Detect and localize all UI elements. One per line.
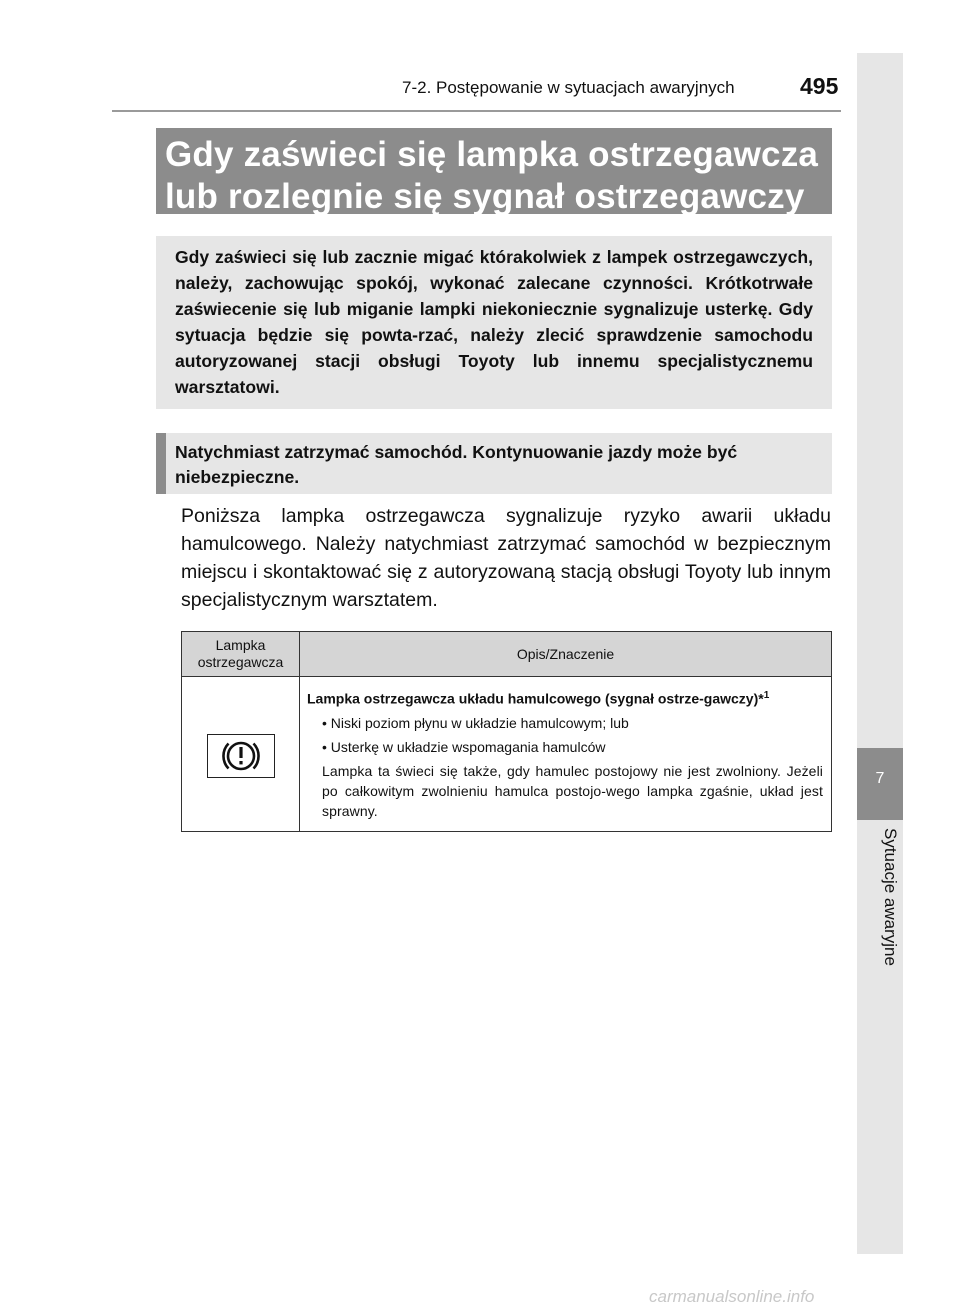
body-paragraph: Poniższa lampka ostrzegawcza sygnalizuje ryzyko awarii układu hamulcowego. Należy natychmiast zatrzymać samochód w bezpiecznym miejscu i skontaktować się z autoryzowaną stacją obsługi Toyoty lub innym specjalistycznym warsztatem. bbox=[181, 505, 831, 611]
footnote-marker: 1 bbox=[763, 690, 770, 701]
chapter-title: 7-2. Postępowanie w sytuacjach awaryjnych bbox=[402, 78, 735, 97]
chapter-label: Sytuacje awaryjne bbox=[881, 828, 900, 966]
watermark: carmanualsonline.info bbox=[649, 1287, 815, 1306]
warning-accent-bar bbox=[156, 433, 166, 494]
section-title-line-2: lub rozlegnie się sygnał ostrzegawczy bbox=[165, 177, 805, 216]
lamp-bullet-1: • Niski poziom płynu w układzie hamulcowym; lub bbox=[322, 714, 629, 731]
section-title bbox=[165, 134, 825, 218]
lamp-title-text: Lampka ostrzegawcza układu hamulcowego (sygnał ostrze-gawczy)* bbox=[307, 690, 764, 707]
column-header-lamp bbox=[182, 632, 300, 677]
warning-heading: Natychmiast zatrzymać samochód. Kontynuowanie jazdy może być niebezpieczne. bbox=[175, 442, 738, 487]
header-divider bbox=[112, 110, 841, 112]
warning-lamp-table bbox=[181, 631, 832, 832]
intro-text: Gdy zaświeci się lub zacznie migać którakolwiek z lampek ostrzegawczych, należy, zachowując spokój, wykonać zalecane czynności. Krótkotrwałe zaświecenie się lub miganie lampki niekoniecznie sygnalizuje usterkę. Gdy sytuacja będzie się powta-rzać, należy zlecić sprawdzenie samochodu autoryzowanej stacji obsługi Toyoty lub innemu specjalistycznemu warsztatowi. bbox=[175, 247, 813, 397]
lamp-description-title bbox=[307, 686, 823, 709]
brake-warning-icon bbox=[207, 734, 275, 778]
column-header-description: Opis/Znaczenie bbox=[300, 632, 832, 677]
table-row bbox=[182, 677, 832, 832]
lamp-bullet-2: • Usterkę w układzie wspomagania hamulców bbox=[322, 738, 606, 755]
column-header-lamp-line-1: Lampka bbox=[215, 637, 266, 653]
lamp-description-cell bbox=[300, 677, 832, 832]
page-number: 495 bbox=[800, 73, 839, 99]
lamp-icon-cell bbox=[182, 677, 300, 832]
chapter-side-tab bbox=[857, 53, 903, 1254]
table-header-row bbox=[182, 632, 832, 677]
lamp-note: Lampka ta świeci się także, gdy hamulec postojowy nie jest zwolniony. Jeżeli po całkowitym zwolnieniu hamulca postojo-wego lampka zgaśnie, układ jest sprawny. bbox=[322, 762, 823, 819]
column-header-lamp-line-2: ostrzegawcza bbox=[197, 654, 284, 670]
chapter-number: 7 bbox=[875, 770, 885, 787]
section-title-line-1: Gdy zaświeci się lampka ostrzegawcza bbox=[165, 135, 819, 174]
brake-warning-icon-graphic bbox=[208, 735, 274, 777]
